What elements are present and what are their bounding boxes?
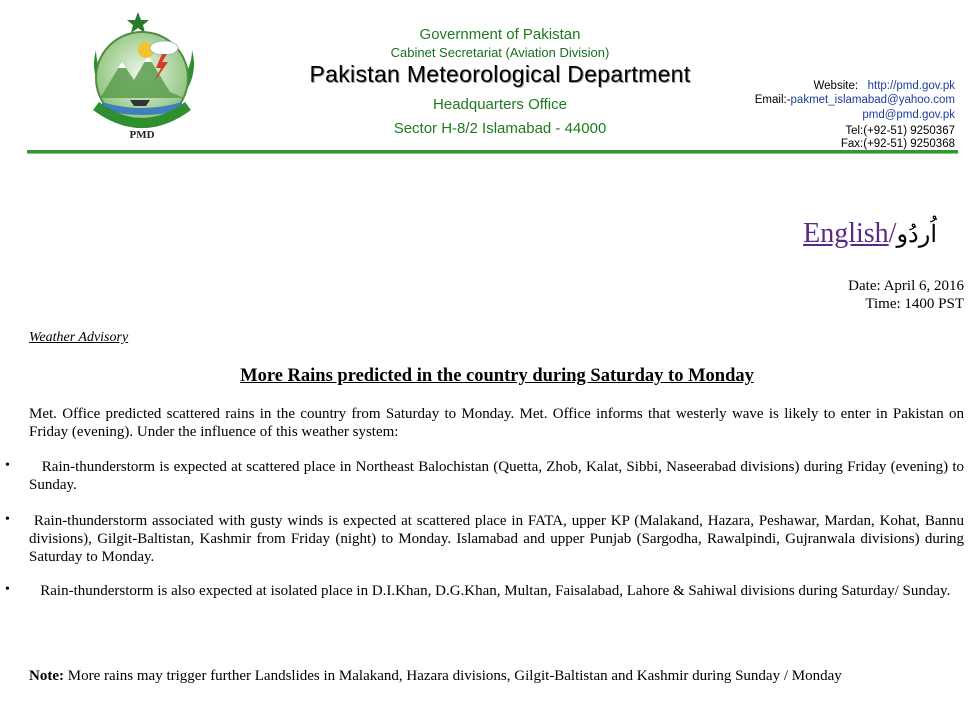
- issue-time: Time: 1400 PST: [865, 296, 964, 312]
- lang-separator: /: [888, 218, 897, 249]
- pmd-logo-label: PMD: [129, 129, 155, 141]
- bullet-marker: •: [5, 458, 10, 473]
- email-link-2[interactable]: pmd@pmd.gov.pk: [862, 109, 955, 121]
- fax-value: (+92-51) 9250368: [863, 138, 955, 150]
- pmd-logo: [74, 10, 210, 146]
- tel-label: Tel:: [845, 125, 864, 137]
- issue-date: Date: April 6, 2016: [848, 278, 964, 294]
- contact-email: [695, 94, 955, 106]
- tel-value: (+92-51) 9250367: [863, 125, 955, 137]
- lang-urdu-link[interactable]: اُردُو: [896, 222, 937, 248]
- bullet-marker: •: [5, 582, 10, 597]
- bullet-text-1: Rain-thunderstorm is expected at scattered place in Northeast Balochistan (Quetta, Zhob, Kalat, Sibbi, Naseerabad divisions) during Friday (evening) to Sunday.: [29, 459, 965, 493]
- website-link[interactable]: http://pmd.gov.pk: [867, 80, 955, 92]
- bullet-item: [29, 582, 964, 600]
- advisory-label: Weather Advisory: [29, 330, 129, 345]
- note-text: More rains may trigger further Landslides in Malakand, Hazara divisions, Gilgit-Baltistan and Kashmir during Sunday / Monday: [63, 668, 842, 684]
- email-label: Email:-: [754, 94, 791, 106]
- fax-label: Fax:: [840, 138, 864, 150]
- note: [29, 668, 842, 685]
- bullet-item: [29, 458, 964, 494]
- bullet-marker: •: [5, 512, 10, 527]
- contact-tel: [695, 125, 955, 137]
- lang-english-link[interactable]: English: [803, 218, 889, 249]
- contact-website: [695, 80, 955, 92]
- email-link-1[interactable]: pakmet_islamabad@yahoo.com: [790, 94, 955, 106]
- header-divider-shadow: [27, 153, 958, 154]
- bullet-text-2: Rain-thunderstorm associated with gusty winds is expected at scattered place in FATA, upper KP (Malakand, Hazara, Peshawar, Mardan, Kohat, Bannu divisions), Gilgit-Baltistan, Kashmir from Friday (night) to Monday. Islamabad and upper Punjab (Sargodha, Rawalpindi, Gujranwala divisions) during Saturday to Monday.: [29, 513, 964, 565]
- bullet-text-3: Rain-thunderstorm is also expected at isolated place in D.I.Khan, D.G.Khan, Multan, Faisalabad, Lahore & Sahiwal divisions during Saturday/ Sunday.: [40, 583, 951, 599]
- contact-fax: [695, 138, 955, 150]
- header-cabinet: Cabinet Secretariat (Aviation Division): [390, 45, 610, 60]
- header-hq: Headquarters Office: [433, 96, 567, 113]
- advisory-headline: More Rains predicted in the country during Saturday to Monday: [240, 366, 754, 386]
- bullet-item: [29, 512, 964, 566]
- header-sector: Sector H-8/2 Islamabad - 44000: [393, 120, 607, 137]
- header-government: Government of Pakistan: [419, 26, 581, 43]
- language-switch: [803, 218, 937, 250]
- header-department: Pakistan Meteorological Department: [309, 61, 691, 87]
- intro-paragraph: Met. Office predicted scattered rains in the country from Saturday to Monday. Met. Office informs that westerly wave is likely to enter in Pakistan on Friday (evening). Under the influence of this weather system:: [29, 406, 964, 440]
- website-label: Website:: [813, 80, 859, 92]
- contact-email-2: [695, 109, 955, 121]
- note-label: Note:: [29, 668, 64, 684]
